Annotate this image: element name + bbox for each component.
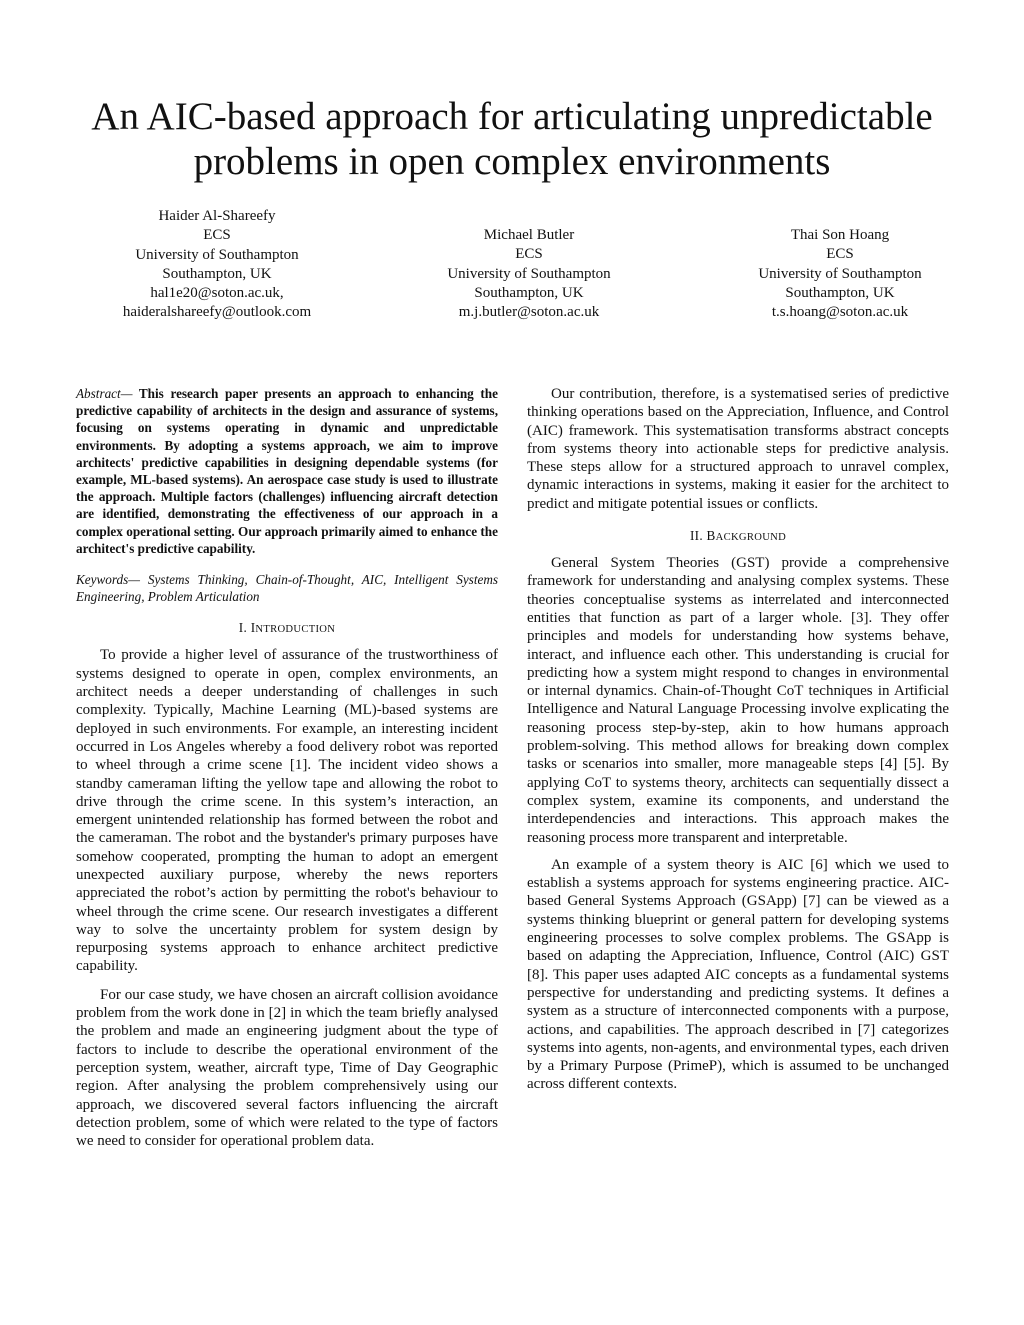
author-block-2 (370, 226, 688, 322)
keywords (76, 571, 498, 605)
author-department: ECS (826, 246, 854, 263)
author-university: University of Southampton (135, 246, 299, 263)
author-department: ECS (203, 227, 231, 244)
section-title-initial: B (706, 528, 716, 544)
author-email: t.s.hoang@soton.ac.uk (771, 304, 909, 321)
paper-title: An AIC-based approach for articulating unpredictable problems in open complex environments (91, 95, 933, 183)
abstract (76, 385, 498, 557)
author-city: Southampton, UK (162, 265, 272, 282)
author-email: m.j.butler@soton.ac.uk (458, 304, 600, 321)
author-name: Haider Al-Shareefy (158, 208, 276, 224)
author-city: Southampton, UK (785, 284, 895, 301)
section-heading-introduction (76, 619, 498, 638)
paragraph: General System Theories (GST) provide a comprehensive framework for understanding and analysing complex systems. These theories conceptualise systems as interrelated and interconnected entities that function as part of a larger whole. [3]. They offer principles and models for understanding how systems behave, interact, and influence each other. This understanding is crucial for predicting how a system might respond to changes in environmental or internal dynamics. Chain-of-Thought CoT techniques in Artificial Intelligence and Natural Language Processing involve explicating the reasoning process step-by-step, akin to how humans approach problem-solving. This method allows for breaking down complex tasks or scenarios into smaller, more manageable steps [4] [5]. By applying CoT to systems theory, architects can sequentially dissect a complex system, examine its components, and understand the interdependencies and interactions. This approach makes the reasoning process more transparent and interpretable. (527, 555, 949, 846)
author-email-secondary: haideralshareefy@outlook.com (122, 304, 312, 321)
author-block-1 (60, 207, 374, 323)
author-university: University of Southampton (758, 265, 922, 282)
paragraph: An example of a system theory is AIC [6] which we used to establish a systems approach for systems engineering practice. AIC-based General Systems Approach (GSApp) [7] can be viewed as a systems thinking blueprint or general pattern for developing systems engineering processes to solve complex problems. The GSApp is based on adapting the Appreciation, Influence, Control (AIC) GST [8]. This paper uses adapted AIC concepts as a fundamental systems perspective for understanding and predicting systems. It defines a system as a structure of interconnected components with a purpose, actions, and capabilities. The approach described in [7] categorizes systems into agents, non-agents, and environmental types, each driven by a Primary Purpose (PrimeP), which is assumed to be unchanged across different contexts. (527, 856, 949, 1093)
author-email: hal1e20@soton.ac.uk, (150, 285, 284, 302)
author-name: Michael Butler (483, 227, 575, 243)
author-university: University of Southampton (447, 265, 611, 282)
keywords-text: Systems Thinking, Chain-of-Thought, AIC, Intelligent Systems Engineering, Problem Articulation (76, 572, 498, 605)
abstract-label: Abstract— (76, 386, 133, 401)
section-heading-background (527, 527, 949, 546)
contribution-paragraph: Our contribution, therefore, is a systematised series of predictive thinking operations based on the Appreciation, Influence, and Control (AIC) framework. This systematisation transforms abstract concepts from systems theory into actionable steps for predictive analysis. These steps allow for a structured approach to unravel complex, dynamic interactions in systems, making it easier for the architect to predict and mitigate potential issues or conflicts. (527, 386, 949, 512)
section-number: II. (689, 528, 703, 544)
right-column (527, 385, 949, 1103)
paragraph: To provide a higher level of assurance of the trustworthiness of systems designed to operate in open, complex environments, an architect needs a deeper understanding of challenges in such complexity. Typically, Machine Learning (ML)-based systems are deployed in such environments. For example, an interesting incident occurred in Los Angeles whereby a food delivery robot was reported to wheel through a crime scene [1]. The incident video shows a standby cameraman lifting the yellow tape and allowing the robot to drive through the crime scene. In this system’s interaction, an emergent unintended relationship has formed between the robot and the cameraman. The robot and the bystander's primary purposes have somehow cooperated, prompting the human to adopt an emergent unexpected auxiliary purpose, whereby the news reporters appreciated the robot’s action by permitting the robot's behaviour to wheel through the crime scene. Our research investigates a different way to solve the uncertainty problem for system design by repurposing systems approach to enhance architect predictive capability. (76, 647, 498, 975)
section-title-rest: ACKGROUND (715, 532, 787, 544)
paragraph: For our case study, we have chosen an aircraft collision avoidance problem from the work done in [2] in which the team briefly analysed the problem and made an engineering judgment about the type of factors to include to describe the operational environment of the perception system, weather, aircraft type, Time of Day Geographic region. After analysing the problem comprehensively using our approach, we discovered several factors influencing the aircraft detection problem, some of which were related to the type of factors we need to consider for operational problem data. (76, 986, 498, 1150)
author-block-3 (680, 226, 1000, 322)
author-department: ECS (515, 246, 543, 263)
author-name: Thai Son Hoang (790, 227, 890, 243)
keywords-label: Keywords— (76, 572, 140, 588)
left-column (76, 385, 498, 1160)
section-title-initial: I (250, 620, 256, 636)
section-title-rest: NTRODUCTION (255, 624, 336, 636)
section-number: I. (238, 620, 248, 636)
abstract-text: This research paper presents an approach to enhancing the predictive capability of architects in the design and assurance of systems, focusing on systems operating in dynamic and unpredictable environments. By adopting a systems approach, we aim to improve architects' predictive capabilities in designing dependable systems (for example, ML-based systems). An aerospace case study is used to illustrate the approach. Multiple factors (challenges) influencing aircraft detection are identified, demonstrating the effectiveness of our approach in a complex operational setting. Our approach primarily aimed to enhance the architect's predictive capability. (76, 386, 498, 556)
author-city: Southampton, UK (474, 284, 584, 301)
